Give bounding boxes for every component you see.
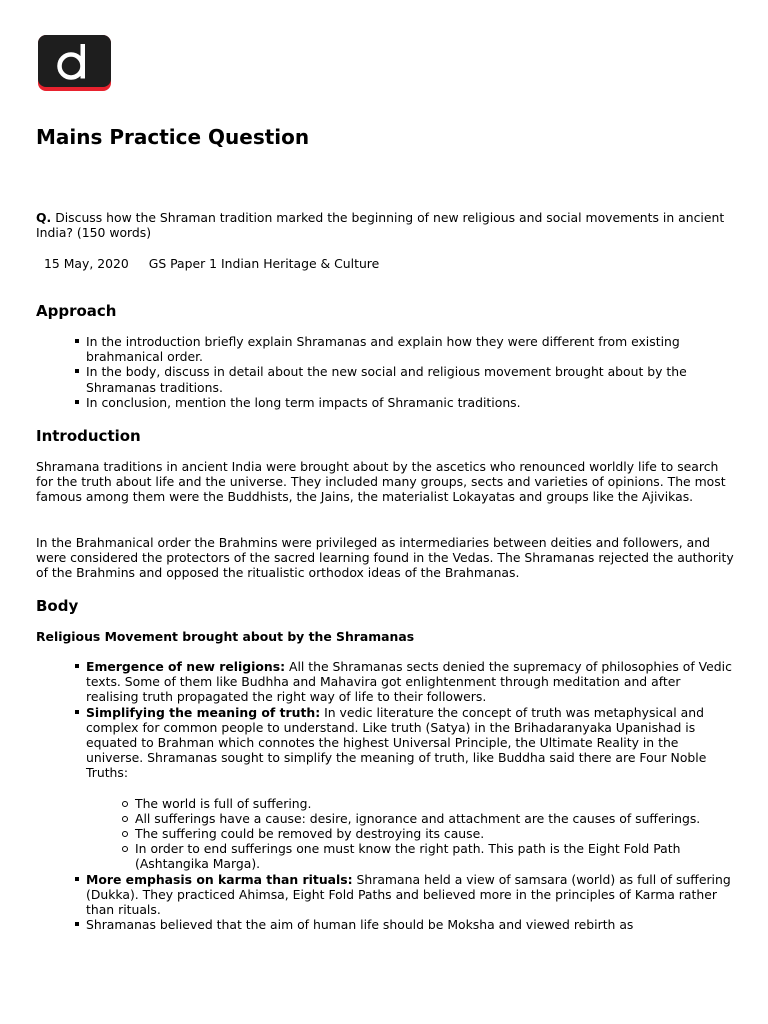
body-item-text: Shramanas believed that the aim of human life should be Moksha and viewed rebirth as bbox=[86, 917, 634, 933]
question-date: 15 May, 2020 bbox=[44, 256, 129, 271]
introduction-heading: Introduction bbox=[36, 427, 141, 445]
body-heading: Body bbox=[36, 597, 79, 615]
body-list bbox=[86, 659, 736, 932]
body-item-text: Shramana held a view of samsara (world) as full of suffering (Dukka). They practiced Ahimsa, Eight Fold Paths and believed more in the principles of Karma rather than rituals. bbox=[86, 871, 731, 918]
drishti-logo-icon bbox=[38, 35, 111, 91]
body-item-title: More emphasis on karma than rituals: bbox=[86, 871, 353, 887]
body-item-title: Simplifying the meaning of truth: bbox=[86, 704, 321, 720]
approach-item: In the body, discuss in detail about the new social and religious movement brought about by the Shramanas traditions. bbox=[86, 364, 736, 394]
approach-item: In conclusion, mention the long term impacts of Shramanic traditions. bbox=[86, 395, 736, 410]
body-item-text: All the Shramanas sects denied the supremacy of philosophies of Vedic texts. Some of them like Budhha and Mahavira got enlightenment through meditation and after realising truth propagated the right way of life to their followers. bbox=[86, 659, 732, 705]
question-paper: GS Paper 1 Indian Heritage & Culture bbox=[148, 256, 380, 271]
page-title: Mains Practice Question bbox=[36, 125, 310, 149]
noble-truth-item: In order to end sufferings one must know the right path. This path is the Eight Fold Path (Ashtangika Marga). bbox=[135, 841, 736, 871]
body-item-text: In vedic literature the concept of truth was metaphysical and complex for common people to understand. Like truth (Satya) in the Brihadaranyaka Upanishad is equated to Brahman which connotes the highest Universal Principle, the Ultimate Reality in the universe. Shramanas sought to simplify the meaning of truth, like Buddha said there are Four Noble Truths: bbox=[86, 704, 707, 781]
noble-truth-item: The world is full of suffering. bbox=[135, 796, 736, 811]
question bbox=[36, 210, 736, 240]
question-prefix: Q. bbox=[36, 210, 52, 225]
question-meta bbox=[44, 256, 379, 271]
noble-truth-item: All sufferings have a cause: desire, ignorance and attachment are the causes of sufferings. bbox=[135, 811, 736, 826]
approach-heading: Approach bbox=[36, 302, 117, 320]
body-item bbox=[86, 917, 736, 932]
noble-truths-list bbox=[135, 796, 736, 872]
approach-item: In the introduction briefly explain Shramanas and explain how they were different from existing brahmanical order. bbox=[86, 334, 736, 364]
approach-list bbox=[86, 334, 736, 410]
noble-truth-item: The suffering could be removed by destroying its cause. bbox=[135, 826, 736, 841]
question-text: Discuss how the Shraman tradition marked the beginning of new religious and social movements in ancient India? (150 words) bbox=[36, 210, 725, 241]
introduction-paragraph: Shramana traditions in ancient India were brought about by the ascetics who renounced worldly life to search for the truth about life and the universe. They included many groups, sects and varieties of opinions. The most famous among them were the Buddhists, the Jains, the materialist Lokayatas and groups like the Ajivikas. bbox=[36, 459, 726, 505]
body-item bbox=[86, 659, 736, 705]
body-item bbox=[86, 705, 736, 872]
body-item-title: Emergence of new religions: bbox=[86, 659, 286, 674]
body-item bbox=[86, 872, 736, 918]
introduction-paragraph: In the Brahmanical order the Brahmins were privileged as intermediaries between deities and followers, and were considered the protectors of the sacred learning found in the Vedas. The Shramanas rejected the authority of the Brahmins and opposed the ritualistic orthodox ideas of the Brahmanas. bbox=[36, 535, 734, 581]
body-subheading: Religious Movement brought about by the Shramanas bbox=[36, 629, 415, 644]
